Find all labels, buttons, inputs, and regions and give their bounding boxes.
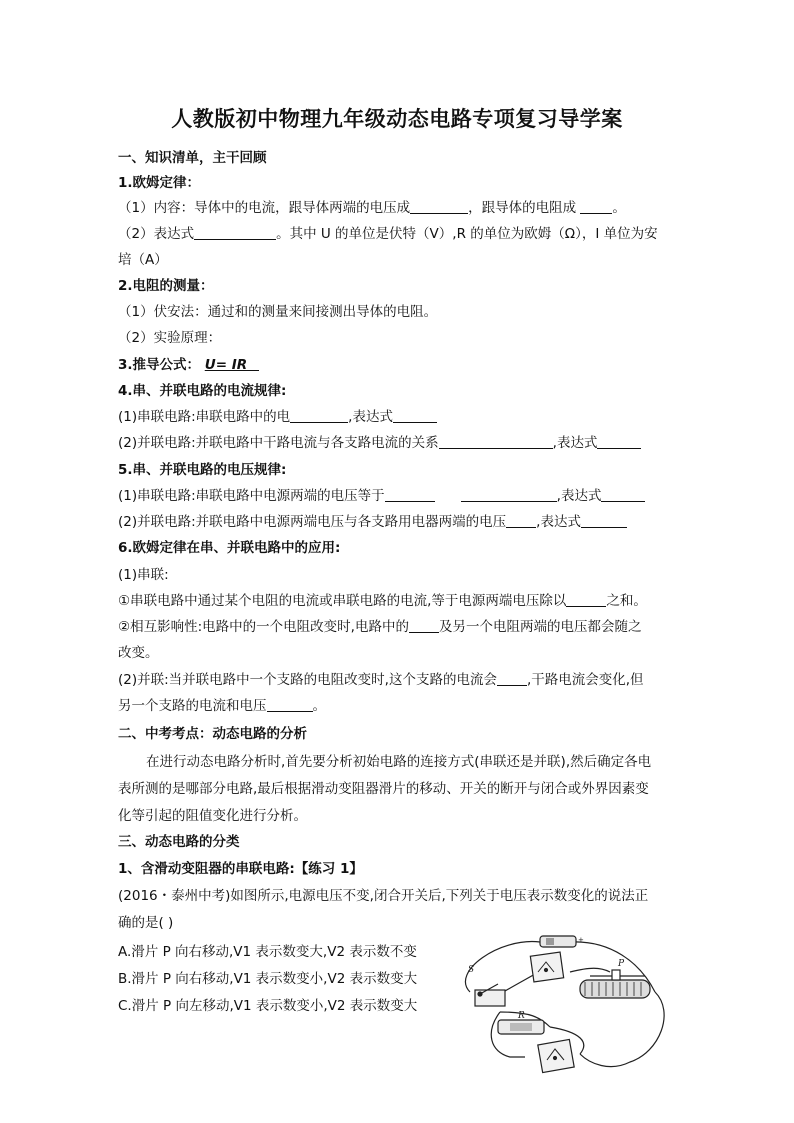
blank[interactable]	[385, 487, 435, 502]
blank[interactable]	[566, 592, 606, 607]
paragraph-line: 在进行动态电路分析时,首先要分析初始电路的连接方式(串联还是并联),然后确定各电	[146, 754, 652, 770]
text-line: (2)并联电路:并联电路中干路电流与各支路电流的关系 ,表达式	[118, 433, 641, 453]
ohm-law-heading: 1.欧姆定律：	[118, 175, 201, 191]
option-a: A.滑片 P 向右移动,V1 表示数变大,V2 表示数不变	[118, 944, 417, 960]
blank[interactable]	[409, 618, 439, 633]
current-law-heading: 4.串、并联电路的电流规律:	[118, 383, 287, 399]
ohm-law-content: （1）内容：导体中的电流，跟导体两端的电压成 ，跟导体的电阻成 。	[118, 200, 626, 216]
option-c: C.滑片 P 向左移动,V1 表示数变小,V2 表示数变大	[118, 998, 418, 1014]
voltmeter-icon	[530, 952, 563, 982]
blank[interactable]	[497, 671, 527, 686]
battery-icon	[540, 936, 584, 947]
blank[interactable]	[506, 513, 536, 528]
resistor-icon	[498, 1011, 544, 1034]
voltage-law-heading: 5.串、并联电路的电压规律:	[118, 462, 287, 478]
text-line: 另一个支路的电流和电压 。	[118, 698, 326, 714]
section-2-heading: 二、中考考点：动态电路的分析	[118, 726, 307, 742]
section-3-heading: 三、动态电路的分类	[118, 834, 240, 850]
blank[interactable]	[601, 487, 645, 502]
blank[interactable]	[597, 434, 641, 449]
paragraph-line: 表所测的是哪部分电路,最后根据滑动变阻器滑片的移动、开关的断开与闭合或外界因素变	[118, 781, 649, 797]
text-line: ②相互影响性:电路中的一个电阻改变时,电路中的 及另一个电阻两端的电压都会随之	[118, 619, 642, 635]
switch-icon	[468, 965, 505, 1006]
ohm-application-heading: 6.欧姆定律在串、并联电路中的应用:	[118, 540, 341, 556]
svg-text:+: +	[578, 936, 584, 944]
text-line: 改变。	[118, 645, 159, 661]
text-line: (2)并联电路:并联电路中电源两端电压与各支路用电器两端的电压 ,表达式	[118, 512, 627, 532]
blank[interactable]	[194, 225, 276, 240]
text-line: （2）实验原理：	[118, 330, 222, 346]
blank[interactable]	[581, 513, 627, 528]
svg-text:P: P	[618, 959, 625, 969]
derived-formula: 3.推导公式： U= IR	[118, 355, 259, 375]
blank[interactable]	[267, 697, 313, 712]
blank[interactable]	[439, 434, 553, 449]
sliding-rheostat-icon	[580, 959, 650, 998]
circuit-diagram	[440, 932, 680, 1082]
blank[interactable]	[461, 487, 557, 502]
text-line: ①串联电路中通过某个电阻的电流或串联电路的电流,等于电源两端电压除以 之和。	[118, 593, 647, 609]
paragraph-line: 化等引起的阻值变化进行分析。	[118, 808, 307, 824]
blank[interactable]	[410, 199, 468, 214]
page-title: 人教版初中物理九年级动态电路专项复习导学案	[171, 106, 623, 131]
svg-text:R: R	[518, 1011, 525, 1021]
question-line: (2016・泰州中考)如图所示,电源电压不变,闭合开关后,下列关于电压表示数变化的说法正	[118, 888, 649, 904]
text-line: （1）伏安法：通过和的测量来间接测出导体的电阻。	[118, 304, 438, 320]
section-1-heading: 一、知识清单，主干回顾	[118, 150, 267, 166]
text-line: (1)串联:	[118, 567, 169, 583]
voltmeter-icon	[538, 1039, 574, 1072]
text-line: (2)并联:当并联电路中一个支路的电阻改变时,这个支路的电流会 ,干路电流会变化,但	[118, 672, 644, 688]
blank[interactable]	[393, 408, 437, 423]
text-line: (1)串联电路:串联电路中电源两端的电压等于 ,表达式	[118, 486, 645, 506]
question-line: 确的是( )	[118, 915, 174, 931]
option-b: B.滑片 P 向右移动,V1 表示数变小,V2 表示数变大	[118, 971, 418, 987]
text-line: (1)串联电路:串联电路中的电 ,表达式	[118, 407, 437, 427]
blank[interactable]	[290, 408, 348, 423]
ohm-law-formula: （2）表达式 。其中 U 的单位是伏特（V）,R 的单位为欧姆（Ω），I 单位为安	[118, 226, 658, 242]
text-line: 培（A）	[118, 252, 168, 268]
blank[interactable]	[580, 199, 612, 214]
svg-text:S: S	[468, 965, 475, 975]
resistance-heading: 2.电阻的测量：	[118, 278, 214, 294]
exercise-heading: 1、含滑动变阻器的串联电路:【练习 1】	[118, 861, 363, 877]
